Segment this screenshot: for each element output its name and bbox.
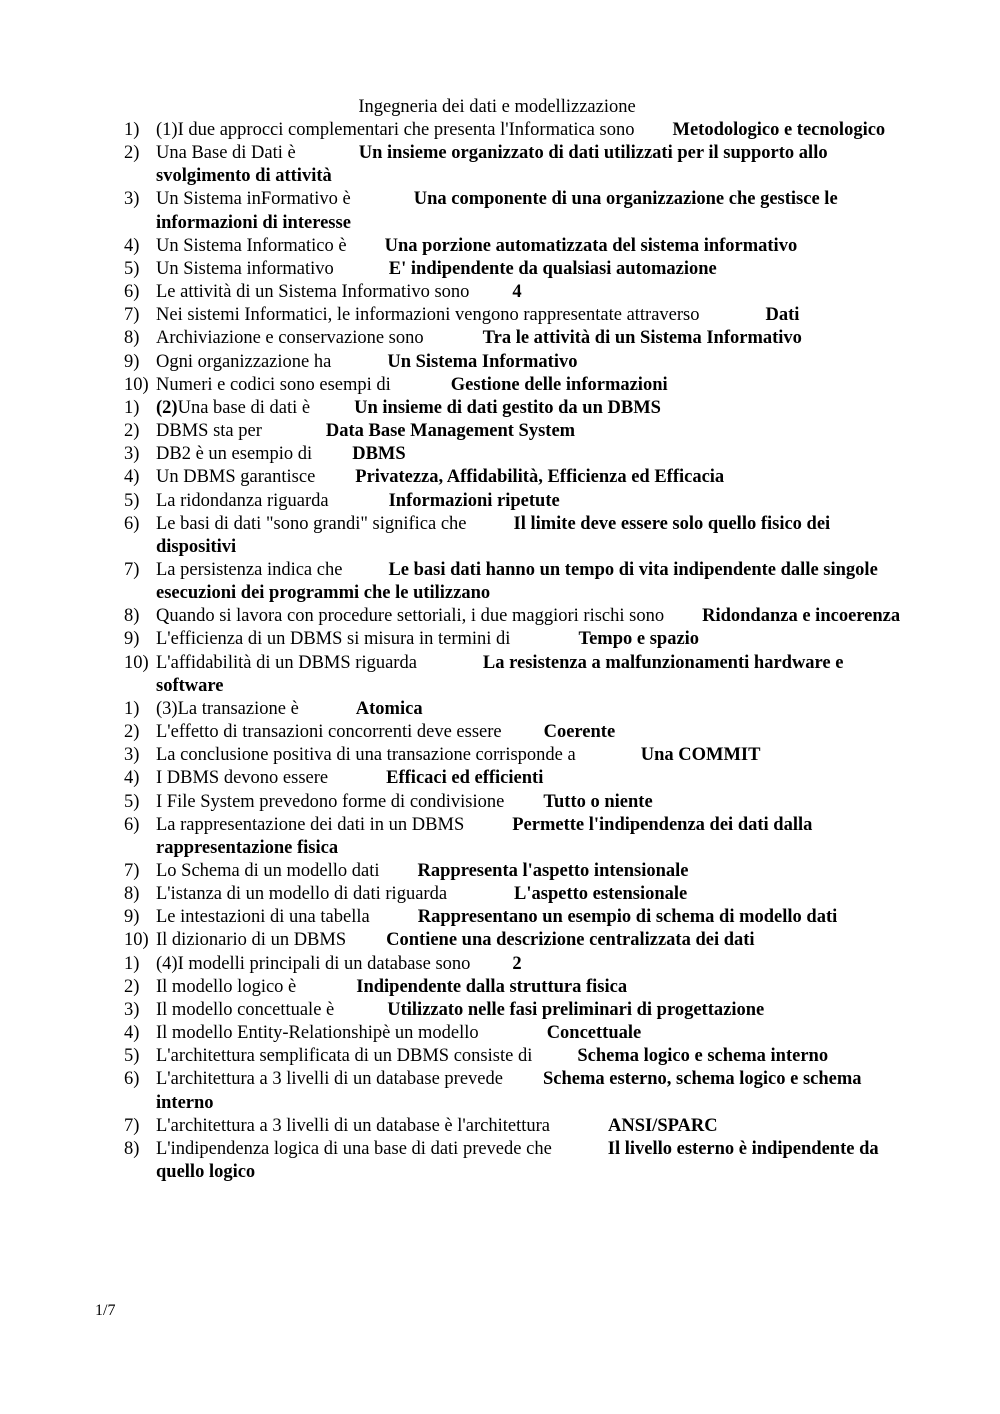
- question-text: I DBMS devono essere: [156, 768, 329, 789]
- answer-text: Indipendente dalla struttura fisica: [356, 976, 628, 997]
- answer-text: Privatezza, Affidabilità, Efficienza ed Efficacia: [355, 467, 725, 488]
- item-number: 1): [124, 698, 140, 719]
- list-item: [124, 791, 904, 814]
- item-number: 4): [124, 235, 140, 256]
- question-text: Il modello logico è: [156, 976, 297, 997]
- question-text: La rappresentazione dei dati in un DBMS: [156, 814, 465, 835]
- item-number: 8): [124, 606, 140, 627]
- question-text: Un Sistema Informatico è: [156, 235, 347, 256]
- answer-text: La resistenza a malfunzionamenti hardware e software: [156, 652, 844, 696]
- item-number: 1): [124, 953, 140, 974]
- item-number: 2): [124, 722, 140, 743]
- item-number: 1): [124, 120, 140, 140]
- item-number: 6): [124, 513, 140, 534]
- list-item: [124, 953, 904, 976]
- question-text: La ridondanza riguarda: [156, 490, 329, 511]
- list-item: [124, 767, 904, 790]
- question-answer-list: [124, 119, 904, 1184]
- question-text: I File System prevedono forme di condivisione: [156, 791, 505, 812]
- list-item: [124, 744, 904, 767]
- list-item: [124, 906, 904, 929]
- answer-text: Metodologico e tecnologico: [672, 120, 886, 140]
- item-number: 8): [124, 1138, 140, 1159]
- list-item: [124, 929, 904, 952]
- item-number: 9): [124, 907, 140, 928]
- list-item: [124, 999, 904, 1022]
- question-text: DBMS sta per: [156, 421, 262, 442]
- item-number: 5): [124, 791, 140, 812]
- answer-text: Un insieme organizzato di dati utilizzati per il supporto allo svolgimento di attività: [156, 143, 828, 187]
- answer-text: Una porzione automatizzata del sistema informativo: [384, 235, 798, 256]
- question-text: Una Base di Dati è: [156, 143, 296, 164]
- list-item: [124, 513, 904, 559]
- answer-text: 4: [512, 282, 522, 303]
- answer-text: DBMS: [352, 444, 406, 465]
- answer-text: 2: [512, 953, 522, 974]
- item-number: 2): [124, 976, 140, 997]
- list-item: [124, 397, 904, 420]
- document-title: Ingegneria dei dati e modellizzazione: [358, 97, 636, 117]
- question-text: Il modello concettuale è: [156, 999, 335, 1020]
- answer-text: Il livello esterno è indipendente da quello logico: [156, 1138, 879, 1183]
- item-number: 2): [124, 421, 140, 442]
- list-item: [124, 1068, 904, 1114]
- answer-text: Una COMMIT: [640, 745, 761, 766]
- answer-text: Data Base Management System: [325, 421, 576, 442]
- answer-text: Schema esterno, schema logico e schema interno: [156, 1069, 862, 1113]
- answer-text: ANSI/SPARC: [607, 1115, 718, 1136]
- list-item: [124, 976, 904, 999]
- answer-text: E' indipendente da qualsiasi automazione: [388, 258, 717, 279]
- question-text: DB2 è un esempio di: [156, 444, 313, 465]
- answer-text: Efficaci ed efficienti: [386, 768, 544, 789]
- list-item: [124, 1022, 904, 1045]
- answer-text: Tra le attività di un Sistema Informativo: [482, 328, 802, 349]
- question-text: Ogni organizzazione ha: [156, 351, 332, 372]
- list-item: [124, 142, 904, 188]
- item-number: 7): [124, 559, 140, 580]
- item-number: 7): [124, 305, 140, 326]
- item-number: 6): [124, 1069, 140, 1090]
- question-text: L'architettura a 3 livelli di un database prevede: [156, 1069, 503, 1090]
- list-item: [124, 814, 904, 860]
- item-number: 6): [124, 282, 140, 303]
- item-number: 3): [124, 999, 140, 1020]
- list-item: [124, 559, 904, 605]
- list-item: [124, 188, 904, 234]
- list-item: [124, 281, 904, 304]
- answer-text: Schema logico e schema interno: [577, 1046, 829, 1067]
- question-text: Un DBMS garantisce: [156, 467, 316, 488]
- list-item: [124, 883, 904, 906]
- list-item: [124, 1045, 904, 1068]
- question-text: La persistenza indica che: [156, 559, 343, 580]
- question-text: Le attività di un Sistema Informativo sono: [156, 282, 470, 303]
- list-item: [124, 119, 904, 142]
- list-item: [124, 721, 904, 744]
- item-number: 9): [124, 351, 140, 372]
- item-number: 5): [124, 490, 140, 511]
- answer-text: Tutto o niente: [543, 791, 653, 812]
- answer-text: Un Sistema Informativo: [387, 351, 578, 372]
- answer-text: Rappresenta l'aspetto intensionale: [417, 861, 689, 881]
- question-text: Il modello Entity-Relationshipè un modello: [156, 1023, 479, 1044]
- list-item: [124, 860, 904, 883]
- item-number: 2): [124, 143, 140, 164]
- question-text: (4)I modelli principali di un database sono: [156, 953, 471, 974]
- item-number: 4): [124, 1023, 140, 1044]
- question-text: Archiviazione e conservazione sono: [156, 328, 424, 349]
- question-text: L'architettura a 3 livelli di un database è l'architettura: [156, 1115, 550, 1136]
- list-item: [124, 374, 904, 397]
- item-number: 4): [124, 768, 140, 789]
- question-text: L'istanza di un modello di dati riguarda: [156, 884, 448, 905]
- list-item: [124, 466, 904, 489]
- question-text: La conclusione positiva di una transazione corrisponde a: [156, 745, 576, 766]
- item-number: 3): [124, 745, 140, 766]
- item-number: 3): [124, 189, 140, 210]
- item-number: 10): [124, 930, 149, 951]
- item-number: 7): [124, 861, 140, 881]
- item-number: 9): [124, 629, 140, 650]
- question-text: Un Sistema inFormativo è: [156, 189, 351, 210]
- page-number: 1/7: [95, 1302, 116, 1319]
- list-item: [124, 304, 904, 327]
- question-text: L'effetto di transazioni concorrenti deve essere: [156, 722, 502, 743]
- list-item: [124, 652, 904, 698]
- answer-text: Una componente di una organizzazione che gestisce le informazioni di interesse: [156, 189, 838, 233]
- list-item: [124, 443, 904, 466]
- list-item: [124, 1138, 904, 1184]
- answer-text: Ridondanza e incoerenza: [702, 606, 901, 627]
- question-text: Una base di dati è: [177, 397, 311, 418]
- answer-text: Concettuale: [546, 1023, 642, 1044]
- list-item: [124, 420, 904, 443]
- list-item: [124, 698, 904, 721]
- list-item: [124, 605, 904, 628]
- item-number: 3): [124, 444, 140, 465]
- question-text: (3)La transazione è: [156, 698, 299, 719]
- answer-text: Coerente: [543, 722, 616, 743]
- question-text: L'efficienza di un DBMS si misura in termini di: [156, 629, 511, 650]
- item-number: 6): [124, 814, 140, 835]
- question-text: Numeri e codici sono esempi di: [156, 374, 391, 395]
- item-number: 10): [124, 374, 149, 395]
- item-number: 10): [124, 652, 149, 673]
- list-item: [124, 628, 904, 651]
- question-text: Lo Schema di un modello dati: [156, 861, 380, 881]
- answer-text: Informazioni ripetute: [388, 490, 560, 511]
- item-number: 1): [124, 397, 140, 418]
- list-item: [124, 1115, 904, 1138]
- answer-text: Tempo e spazio: [578, 629, 700, 650]
- question-text: Un Sistema informativo: [156, 258, 334, 279]
- question-text: L'architettura semplificata di un DBMS consiste di: [156, 1046, 533, 1067]
- item-number: 5): [124, 258, 140, 279]
- answer-text: L'aspetto estensionale: [514, 884, 688, 905]
- item-number: 7): [124, 1115, 140, 1136]
- answer-text: Utilizzato nelle fasi preliminari di progettazione: [387, 999, 765, 1020]
- question-text: Nei sistemi Informatici, le informazioni vengono rappresentate attraverso: [156, 305, 700, 326]
- item-number: 8): [124, 884, 140, 905]
- question-text: L'indipendenza logica di una base di dati prevede che: [156, 1138, 552, 1159]
- section-marker: (2): [156, 397, 178, 418]
- item-number: 4): [124, 467, 140, 488]
- list-item: [124, 490, 904, 513]
- question-text: Le intestazioni di una tabella: [156, 907, 370, 928]
- question-text: Quando si lavora con procedure settoriali, i due maggiori rischi sono: [156, 606, 665, 627]
- question-text: L'affidabilità di un DBMS riguarda: [156, 652, 417, 673]
- answer-text: Le basi dati hanno un tempo di vita indipendente dalle singole esecuzioni dei programmi che le utilizzano: [156, 559, 878, 604]
- list-item: [124, 351, 904, 374]
- item-number: 8): [124, 328, 140, 349]
- list-item: [124, 235, 904, 258]
- question-text: (1)I due approcci complementari che presenta l'Informatica sono: [156, 120, 635, 140]
- question-text: Le basi di dati "sono grandi" significa che: [156, 513, 467, 534]
- answer-text: Contiene una descrizione centralizzata dei dati: [386, 930, 755, 951]
- answer-text: Permette l'indipendenza dei dati dalla rappresentazione fisica: [156, 814, 813, 858]
- list-item: [124, 258, 904, 281]
- item-number: 5): [124, 1046, 140, 1067]
- question-text: Il dizionario di un DBMS: [156, 930, 347, 951]
- answer-text: Un insieme di dati gestito da un DBMS: [354, 397, 661, 418]
- answer-text: Gestione delle informazioni: [450, 374, 668, 395]
- list-item: [124, 327, 904, 350]
- answer-text: Il limite deve essere solo quello fisico dei dispositivi: [156, 513, 831, 557]
- answer-text: Rappresentano un esempio di schema di modello dati: [417, 907, 838, 928]
- answer-text: Atomica: [355, 698, 423, 719]
- answer-text: Dati: [765, 305, 800, 326]
